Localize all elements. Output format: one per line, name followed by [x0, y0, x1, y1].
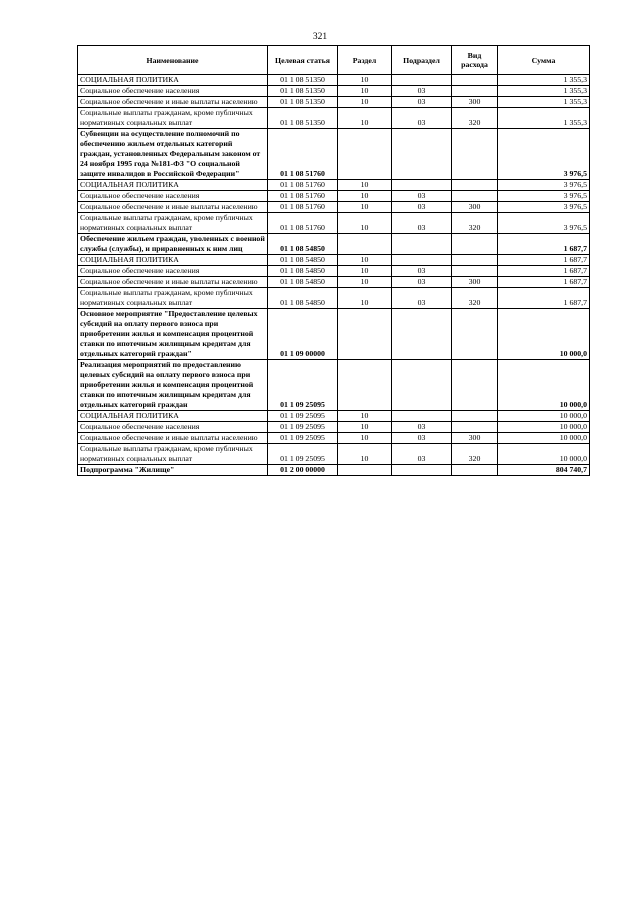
cell-sum: 1 687,7 — [498, 255, 590, 266]
cell-name: Социальное обеспечение населения — [78, 86, 268, 97]
cell-name: Социальное обеспечение населения — [78, 266, 268, 277]
cell-expense-type — [452, 309, 498, 360]
cell-code: 01 1 08 51350 — [268, 75, 338, 86]
cell-code: 01 1 09 25095 — [268, 433, 338, 444]
cell-code: 01 1 08 54850 — [268, 266, 338, 277]
table-row — [78, 277, 590, 288]
cell-subsection — [392, 75, 452, 86]
cell-code: 01 1 09 25095 — [268, 360, 338, 411]
cell-sum: 1 687,7 — [498, 277, 590, 288]
cell-sum: 10 000,0 — [498, 433, 590, 444]
column-header-sum: Сумма — [498, 46, 590, 75]
cell-subsection — [392, 255, 452, 266]
cell-section: 10 — [338, 255, 392, 266]
table-row — [78, 180, 590, 191]
cell-code: 01 1 08 51760 — [268, 202, 338, 213]
cell-sum: 3 976,5 — [498, 129, 590, 180]
cell-section: 10 — [338, 422, 392, 433]
cell-section: 10 — [338, 444, 392, 465]
cell-subsection — [392, 180, 452, 191]
cell-section — [338, 129, 392, 180]
cell-code: 01 1 08 54850 — [268, 255, 338, 266]
cell-sum: 1 355,3 — [498, 97, 590, 108]
cell-expense-type: 300 — [452, 433, 498, 444]
cell-sum: 1 687,7 — [498, 234, 590, 255]
cell-name: СОЦИАЛЬНАЯ ПОЛИТИКА — [78, 411, 268, 422]
cell-section — [338, 465, 392, 476]
cell-expense-type — [452, 180, 498, 191]
cell-sum: 10 000,0 — [498, 360, 590, 411]
cell-subsection: 03 — [392, 433, 452, 444]
cell-expense-type: 320 — [452, 108, 498, 129]
table-row — [78, 411, 590, 422]
cell-section: 10 — [338, 97, 392, 108]
cell-expense-type: 320 — [452, 444, 498, 465]
column-header-expense-type: Вид расхода — [452, 46, 498, 75]
cell-expense-type: 300 — [452, 97, 498, 108]
cell-subsection: 03 — [392, 191, 452, 202]
cell-code: 01 1 08 54850 — [268, 288, 338, 309]
cell-sum: 1 687,7 — [498, 288, 590, 309]
cell-expense-type — [452, 75, 498, 86]
cell-section: 10 — [338, 266, 392, 277]
table-row — [78, 360, 590, 411]
cell-name: Социальное обеспечение и иные выплаты населению — [78, 433, 268, 444]
table-row — [78, 108, 590, 129]
cell-expense-type: 320 — [452, 288, 498, 309]
cell-subsection — [392, 465, 452, 476]
cell-name: Социальное обеспечение и иные выплаты населению — [78, 277, 268, 288]
cell-name: Социальные выплаты гражданам, кроме публичных нормативных социальных выплат — [78, 108, 268, 129]
cell-expense-type — [452, 255, 498, 266]
cell-expense-type — [452, 234, 498, 255]
cell-section: 10 — [338, 288, 392, 309]
cell-code: 01 1 09 25095 — [268, 411, 338, 422]
table-row — [78, 202, 590, 213]
cell-expense-type — [452, 422, 498, 433]
cell-subsection: 03 — [392, 86, 452, 97]
cell-expense-type — [452, 266, 498, 277]
cell-name: Подпрограмма "Жилище" — [78, 465, 268, 476]
cell-code: 01 1 08 51350 — [268, 97, 338, 108]
cell-section: 10 — [338, 213, 392, 234]
table-row — [78, 97, 590, 108]
cell-section: 10 — [338, 108, 392, 129]
table-row — [78, 75, 590, 86]
cell-code: 01 1 08 54850 — [268, 277, 338, 288]
cell-code: 01 1 08 51760 — [268, 129, 338, 180]
cell-subsection — [392, 360, 452, 411]
cell-section: 10 — [338, 433, 392, 444]
cell-subsection: 03 — [392, 213, 452, 234]
cell-subsection — [392, 411, 452, 422]
page-number: 321 — [312, 32, 328, 42]
cell-code: 01 1 09 00000 — [268, 309, 338, 360]
cell-section: 10 — [338, 277, 392, 288]
cell-name: Социальное обеспечение и иные выплаты населению — [78, 97, 268, 108]
table-body — [78, 75, 590, 476]
column-header-name: Наименование — [78, 46, 268, 75]
cell-section: 10 — [338, 202, 392, 213]
cell-subsection: 03 — [392, 444, 452, 465]
cell-subsection: 03 — [392, 288, 452, 309]
cell-code: 01 1 09 25095 — [268, 422, 338, 433]
cell-subsection — [392, 309, 452, 360]
cell-code: 01 1 08 51350 — [268, 108, 338, 129]
cell-subsection — [392, 234, 452, 255]
table-row — [78, 129, 590, 180]
cell-sum: 3 976,5 — [498, 213, 590, 234]
cell-code: 01 1 08 54850 — [268, 234, 338, 255]
table-row — [78, 191, 590, 202]
cell-sum: 10 000,0 — [498, 309, 590, 360]
cell-code: 01 1 08 51350 — [268, 86, 338, 97]
column-header-subsection: Подраздел — [392, 46, 452, 75]
cell-name: Реализация мероприятий по предоставлению целевых субсидий на оплату первого взноса при приобретении жилья и компенсация процентной ставки по ипотечным жилищным кредитам для отдельных категорий граждан — [78, 360, 268, 411]
table-row — [78, 444, 590, 465]
cell-subsection: 03 — [392, 266, 452, 277]
cell-subsection: 03 — [392, 97, 452, 108]
cell-expense-type: 300 — [452, 277, 498, 288]
cell-subsection — [392, 129, 452, 180]
table-header-row — [78, 46, 590, 75]
cell-expense-type: 300 — [452, 202, 498, 213]
cell-code: 01 1 08 51760 — [268, 191, 338, 202]
cell-name: СОЦИАЛЬНАЯ ПОЛИТИКА — [78, 255, 268, 266]
cell-section: 10 — [338, 411, 392, 422]
cell-sum: 1 355,3 — [498, 108, 590, 129]
table-row — [78, 266, 590, 277]
table-row — [78, 288, 590, 309]
table-row — [78, 309, 590, 360]
cell-expense-type — [452, 86, 498, 97]
budget-table — [77, 45, 590, 476]
cell-name: Социальные выплаты гражданам, кроме публичных нормативных социальных выплат — [78, 444, 268, 465]
cell-name: Основное мероприятие "Предоставление целевых субсидий на оплату первого взноса при приобретении жилья и компенсация процентной ставки по ипотечным жилищным кредитам для отдельных категорий граждан" — [78, 309, 268, 360]
cell-name: СОЦИАЛЬНАЯ ПОЛИТИКА — [78, 75, 268, 86]
table-row — [78, 422, 590, 433]
cell-sum: 1 355,3 — [498, 75, 590, 86]
table-row — [78, 465, 590, 476]
cell-section: 10 — [338, 180, 392, 191]
table-row — [78, 234, 590, 255]
table-row — [78, 86, 590, 97]
cell-expense-type — [452, 360, 498, 411]
column-header-code: Целевая статья — [268, 46, 338, 75]
cell-subsection: 03 — [392, 202, 452, 213]
table-row — [78, 255, 590, 266]
cell-sum: 10 000,0 — [498, 422, 590, 433]
cell-name: Обеспечение жильем граждан, уволенных с военной службы (службы), и приравненных к ним лиц — [78, 234, 268, 255]
cell-expense-type — [452, 191, 498, 202]
cell-subsection: 03 — [392, 277, 452, 288]
cell-name: Социальные выплаты гражданам, кроме публичных нормативных социальных выплат — [78, 288, 268, 309]
cell-name: Социальные выплаты гражданам, кроме публичных нормативных социальных выплат — [78, 213, 268, 234]
cell-section: 10 — [338, 86, 392, 97]
table-row — [78, 213, 590, 234]
cell-code: 01 1 09 25095 — [268, 444, 338, 465]
cell-sum: 1 687,7 — [498, 266, 590, 277]
cell-sum: 3 976,5 — [498, 180, 590, 191]
cell-code: 01 1 08 51760 — [268, 180, 338, 191]
cell-subsection: 03 — [392, 108, 452, 129]
cell-sum: 3 976,5 — [498, 191, 590, 202]
cell-name: Субвенции на осуществление полномочий по обеспечению жильем отдельных категорий граждан, установленных Федеральным законом от 24 ноября 1995 года №181-ФЗ "О социальной защите инвалидов в Российской Федерации" — [78, 129, 268, 180]
table-row — [78, 433, 590, 444]
cell-expense-type — [452, 129, 498, 180]
cell-section — [338, 309, 392, 360]
cell-name: Социальное обеспечение населения — [78, 422, 268, 433]
cell-sum: 10 000,0 — [498, 444, 590, 465]
cell-code: 01 2 00 00000 — [268, 465, 338, 476]
cell-code: 01 1 08 51760 — [268, 213, 338, 234]
cell-sum: 804 740,7 — [498, 465, 590, 476]
cell-name: СОЦИАЛЬНАЯ ПОЛИТИКА — [78, 180, 268, 191]
cell-sum: 10 000,0 — [498, 411, 590, 422]
cell-section: 10 — [338, 191, 392, 202]
cell-name: Социальное обеспечение населения — [78, 191, 268, 202]
cell-section — [338, 234, 392, 255]
cell-name: Социальное обеспечение и иные выплаты населению — [78, 202, 268, 213]
cell-section — [338, 360, 392, 411]
cell-expense-type — [452, 411, 498, 422]
cell-sum: 1 355,3 — [498, 86, 590, 97]
cell-expense-type — [452, 465, 498, 476]
column-header-section: Раздел — [338, 46, 392, 75]
cell-section: 10 — [338, 75, 392, 86]
cell-subsection: 03 — [392, 422, 452, 433]
cell-expense-type: 320 — [452, 213, 498, 234]
cell-sum: 3 976,5 — [498, 202, 590, 213]
